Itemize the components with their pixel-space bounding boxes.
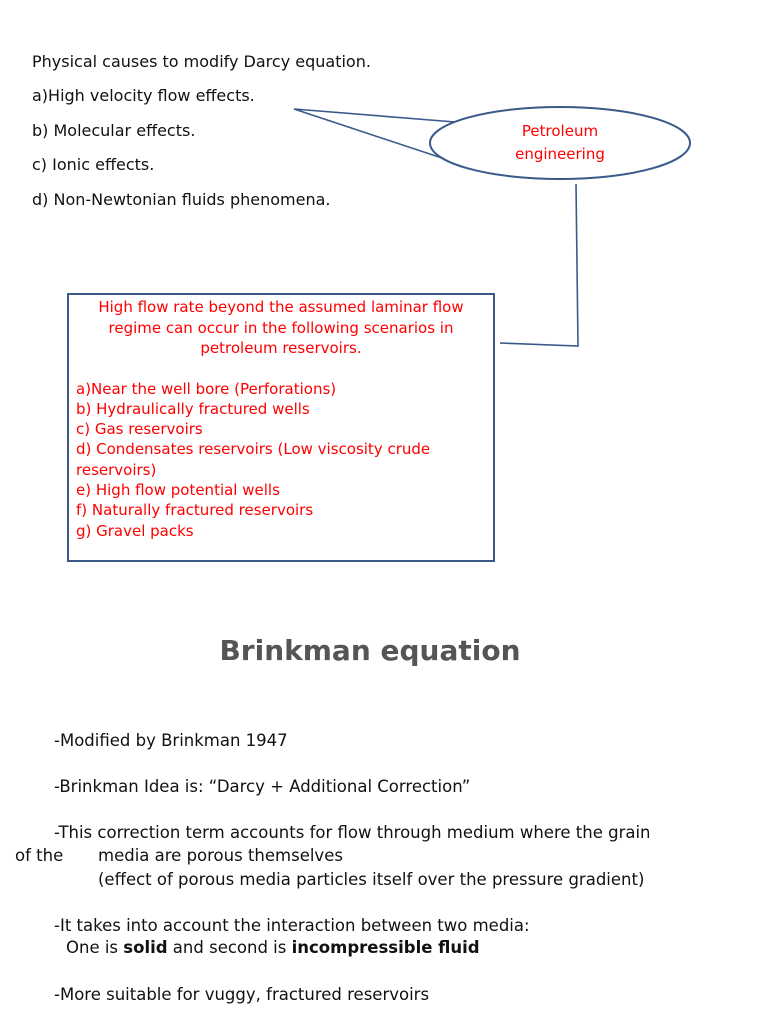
interaction-line-1: -It takes into account the interaction between two media: <box>54 916 530 935</box>
correction-line-2a: of the <box>15 846 64 865</box>
list-item: f) Naturally fractured reservoirs <box>76 501 314 520</box>
callout-label-line1: Petroleum <box>521 122 599 140</box>
cause-item: c) Ionic effects. <box>32 155 155 174</box>
callout-label <box>432 120 688 166</box>
interaction-text-pre: One is <box>66 938 124 957</box>
cause-item: d) Non-Newtonian fluids phenomena. <box>32 190 331 209</box>
interaction-text-mid: and second is <box>167 938 292 957</box>
cause-item: b) Molecular effects. <box>32 121 196 140</box>
fluid-term: incompressible fluid <box>291 938 480 957</box>
correction-line-2b: media are porous themselves <box>98 846 343 865</box>
callout-label-line2: engineering <box>515 145 605 163</box>
modified-line: -Modified by Brinkman 1947 <box>54 731 288 750</box>
list-item: c) Gas reservoirs <box>76 420 203 439</box>
list-item: a)Near the well bore (Perforations) <box>76 379 337 398</box>
list-item: b) Hydraulically fractured wells <box>76 399 310 418</box>
box-intro-text: High flow rate beyond the assumed laminar flow regime can occur in the following scenarios in petroleum reservoirs. <box>98 298 464 357</box>
page-title: Brinkman equation <box>219 634 521 667</box>
list-item: e) High flow potential wells <box>76 480 280 499</box>
causes-heading: Physical causes to modify Darcy equation. <box>32 52 371 71</box>
suitable-line: -More suitable for vuggy, fractured reservoirs <box>54 985 430 1004</box>
solid-term: solid <box>123 938 168 957</box>
list-item: d) Condensates reservoirs (Low viscosity crude reservoirs) <box>76 440 431 479</box>
idea-line: -Brinkman Idea is: “Darcy + Additional Correction” <box>54 777 471 796</box>
cause-item: a)High velocity flow effects. <box>32 86 255 105</box>
correction-line-3: (effect of porous media particles itself over the pressure gradient) <box>98 870 645 889</box>
correction-line-1: -This correction term accounts for flow through medium where the grain <box>54 823 651 842</box>
box-connector-line <box>500 184 578 346</box>
scenarios-list <box>76 379 486 541</box>
interaction-line-2 <box>66 938 480 957</box>
list-item: g) Gravel packs <box>76 521 194 540</box>
scenarios-box <box>67 293 495 562</box>
